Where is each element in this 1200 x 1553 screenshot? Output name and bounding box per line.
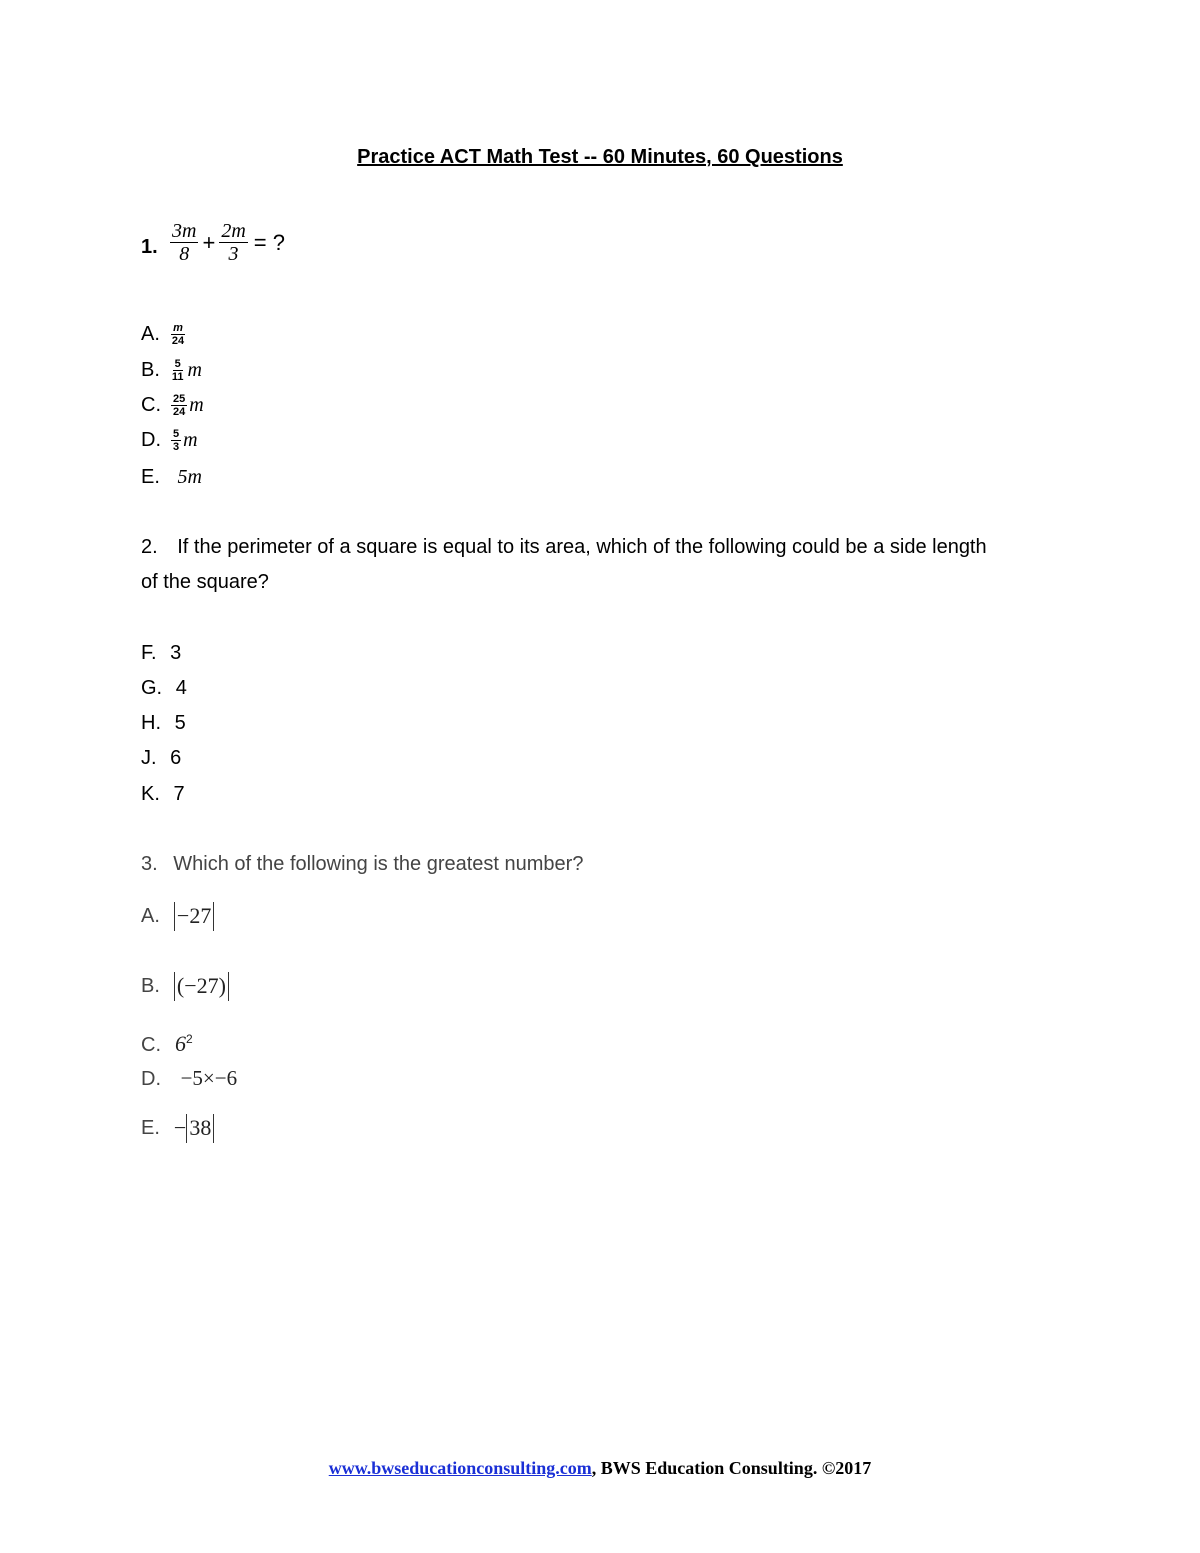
choice-letter: E. xyxy=(141,466,160,488)
negative-sign: − xyxy=(173,1115,187,1141)
choice-value: 5 xyxy=(174,712,186,734)
choice-2k[interactable] xyxy=(141,783,185,806)
question-1-number: 1. xyxy=(141,236,158,258)
choice-letter: D. xyxy=(141,429,161,452)
question-2-line-2: of the square? xyxy=(141,571,269,593)
fraction-numerator: 3m xyxy=(172,220,197,242)
choice-value: 7 xyxy=(173,783,185,805)
choice-letter: A. xyxy=(141,904,160,927)
fraction-denominator: 24 xyxy=(173,406,186,419)
plus-sign: + xyxy=(202,229,216,255)
choice-value: −5×−6 xyxy=(180,1066,238,1090)
fraction-numerator: 2m xyxy=(221,220,246,242)
page-footer xyxy=(0,1458,1200,1479)
choice-1b[interactable] xyxy=(141,358,202,383)
choice-3e[interactable] xyxy=(141,1114,214,1143)
choice-letter: G. xyxy=(141,677,163,699)
choice-3c[interactable] xyxy=(141,1031,193,1057)
choice-value: 3 xyxy=(170,642,182,664)
question-1-expression xyxy=(170,220,289,265)
question-3 xyxy=(141,853,583,876)
choice-1a[interactable] xyxy=(141,322,186,347)
question-2-number: 2. xyxy=(141,536,158,558)
choice-value: 5m xyxy=(177,466,202,488)
question-3-text: Which of the following is the greatest number? xyxy=(173,853,584,875)
fraction-denominator: 8 xyxy=(179,243,190,265)
fraction-denominator: 24 xyxy=(171,335,185,348)
question-3-number: 3. xyxy=(141,853,158,875)
choice-letter: E. xyxy=(141,1116,160,1139)
power-base: 6 xyxy=(175,1031,186,1056)
choice-letter: F. xyxy=(141,642,157,664)
choice-value: 4 xyxy=(175,677,187,699)
footer-text: , BWS Education Consulting. ©2017 xyxy=(591,1458,872,1478)
choice-letter: A. xyxy=(141,323,160,346)
choice-fraction xyxy=(170,322,186,347)
choice-2g[interactable] xyxy=(141,677,187,700)
choice-variable: m xyxy=(189,394,204,417)
choice-1c[interactable] xyxy=(141,393,204,418)
page-title: Practice ACT Math Test -- 60 Minutes, 60 Questions xyxy=(357,146,843,168)
choice-fraction xyxy=(171,393,187,418)
choice-fraction xyxy=(171,428,181,453)
choice-variable: m xyxy=(187,359,202,382)
absolute-value: (−27) xyxy=(174,972,229,1001)
fraction-numerator: 5 xyxy=(173,428,180,440)
fraction-2m-over-3 xyxy=(219,220,247,265)
choice-value: 6 xyxy=(170,747,182,769)
choice-fraction xyxy=(170,358,186,383)
fraction-numerator: m xyxy=(173,322,183,334)
absolute-value: −27 xyxy=(174,902,214,931)
choice-letter: C. xyxy=(141,394,161,417)
fraction-denominator: 3 xyxy=(228,243,239,265)
choice-3a[interactable] xyxy=(141,902,214,931)
fraction-denominator: 3 xyxy=(173,441,180,454)
choice-letter: D. xyxy=(141,1068,161,1090)
question-2-text: If the perimeter of a square is equal to its area, which of the following could be a side length xyxy=(177,536,987,558)
fraction-numerator: 5 xyxy=(174,358,181,370)
fraction-numerator: 25 xyxy=(173,393,186,405)
choice-letter: B. xyxy=(141,974,160,997)
choice-1e[interactable] xyxy=(141,466,202,489)
fraction-3m-over-8 xyxy=(170,220,198,265)
power-exponent: 2 xyxy=(186,1032,193,1046)
choice-1d[interactable] xyxy=(141,428,198,453)
choice-letter: H. xyxy=(141,712,161,734)
question-2-line-1 xyxy=(141,536,987,559)
choice-3d[interactable] xyxy=(141,1066,237,1091)
website-link[interactable]: www.bwseducationconsulting.com xyxy=(328,1458,592,1478)
equals-question: = ? xyxy=(253,229,285,255)
choice-3b[interactable] xyxy=(141,972,229,1001)
choice-2f[interactable] xyxy=(141,642,181,665)
choice-2h[interactable] xyxy=(141,712,186,735)
choice-letter: J. xyxy=(141,747,157,769)
fraction-denominator: 11 xyxy=(171,371,184,384)
choice-letter: K. xyxy=(141,783,160,805)
choice-variable: m xyxy=(183,429,198,452)
absolute-value: 38 xyxy=(186,1114,214,1143)
choice-letter: C. xyxy=(141,1034,161,1056)
choice-letter: B. xyxy=(141,359,160,382)
choice-2j[interactable] xyxy=(141,747,181,770)
